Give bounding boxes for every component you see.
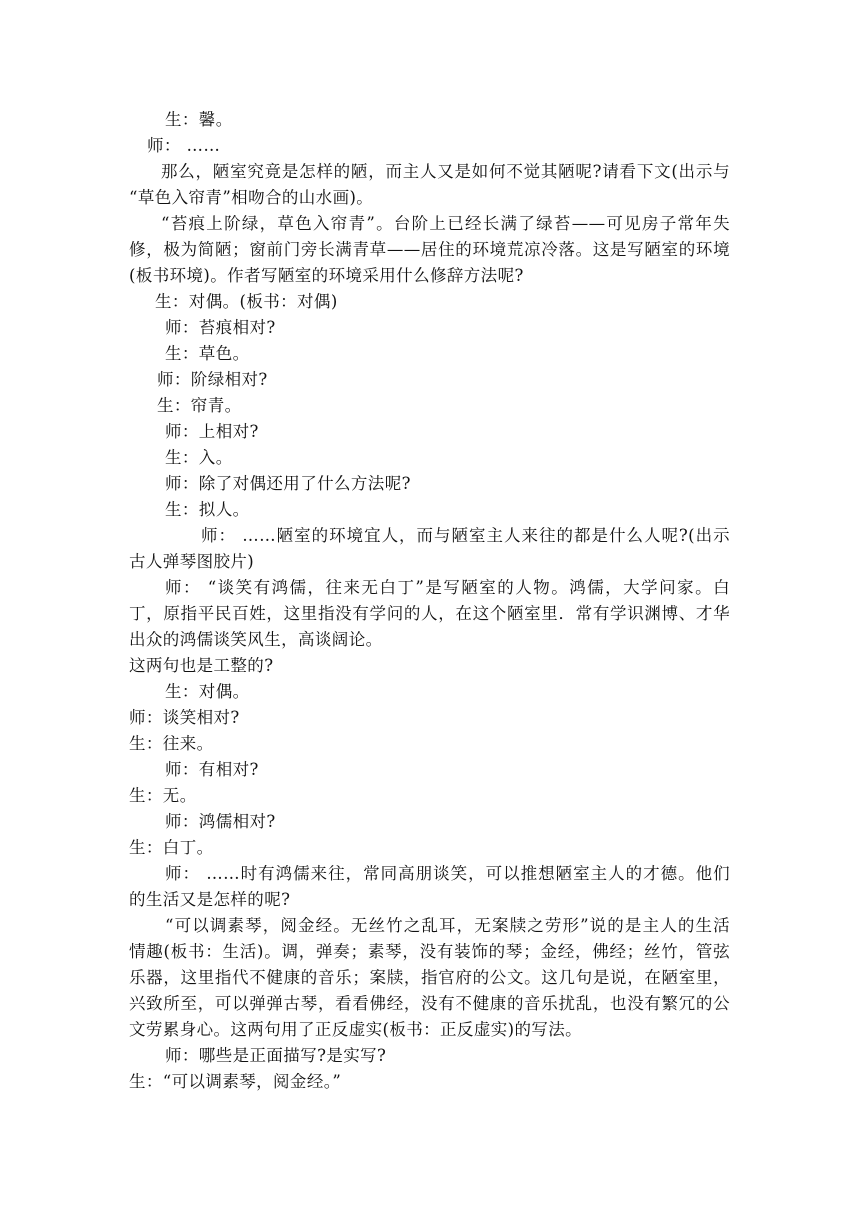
text-line: 师：上相对?	[165, 422, 259, 441]
text-line: 情趣(板书：生活)。调，弹奏；素琴，没有装饰的琴；金经，佛经；丝竹，管弦	[129, 942, 730, 961]
text-line: 生：对偶。	[165, 682, 250, 701]
text-line: 生：馨。	[165, 110, 233, 129]
text-line: 文劳累身心。这两句用了正反虚实(板书：正反虚实)的写法。	[129, 1020, 583, 1039]
text-line: 生：拟人。	[165, 500, 250, 519]
text-line: 的生活又是怎样的呢?	[129, 890, 291, 909]
text-line: 出众的鸿儒谈笑风生，高谈阔论。	[129, 630, 383, 649]
text-line: 丁，原指平民百姓，这里指没有学问的人，在这个陋室里．常有学识渊博、才华	[129, 604, 730, 623]
text-line: 生：对偶。(板书：对偶)	[155, 292, 338, 311]
text-line: 师：有相对?	[165, 760, 259, 779]
text-line: 师：除了对偶还用了什么方法呢?	[165, 474, 411, 493]
text-line: 生：无。	[129, 786, 197, 805]
text-line: 生：帘青。	[157, 396, 242, 415]
text-line: 那么，陋室究竟是怎样的陋，而主人又是如何不觉其陋呢?请看下文(出示与	[161, 162, 730, 181]
text-line: 师：鸿儒相对?	[165, 812, 276, 831]
text-line: 师：阶绿相对?	[157, 370, 268, 389]
text-line: 师： “谈笑有鸿儒，往来无白丁”是写陋室的人物。鸿儒，大学问家。白	[165, 578, 730, 597]
text-line: 古人弹琴图胶片)	[129, 552, 255, 571]
text-line: 兴致所至，可以弹弹古琴，看看佛经，没有不健康的音乐扰乱，也没有繁冗的公	[129, 994, 730, 1013]
text-line: 师： ……陋室的环境宜人，而与陋室主人来往的都是什么人呢?(出示	[201, 526, 730, 545]
text-line: 修，极为简陋；窗前门旁长满青草——居住的环境荒凉冷落。这是写陋室的环境	[129, 240, 730, 259]
text-line: “可以调素琴，阅金经。无丝竹之乱耳，无案牍之劳形”说的是主人的生活	[165, 916, 730, 935]
text-line: 生：“可以调素琴，阅金经。”	[129, 1072, 342, 1091]
text-line: 师： ……时有鸿儒来往，常同高朋谈笑，可以推想陋室主人的才德。他们	[165, 864, 730, 883]
text-line: 师： ……	[147, 136, 221, 155]
text-line: 生：草色。	[165, 344, 250, 363]
text-line: 师：哪些是正面描写?是实写?	[165, 1046, 387, 1065]
text-line: 师：苔痕相对?	[165, 318, 276, 337]
text-line: 师：谈笑相对?	[129, 708, 240, 727]
text-line: “苔痕上阶绿，草色入帘青”。台阶上已经长满了绿苔——可见房子常年失	[161, 214, 730, 233]
text-line: 这两句也是工整的?	[129, 656, 274, 675]
text-line: 生：往来。	[129, 734, 214, 753]
text-line: “草色入帘青”相吻合的山水画)。	[129, 188, 374, 207]
text-line: (板书环境)。作者写陋室的环境采用什么修辞方法呢?	[129, 266, 524, 285]
text-line: 生：白丁。	[129, 838, 214, 857]
text-line: 生：入。	[165, 448, 233, 467]
text-line: 乐器，这里指代不健康的音乐；案牍，指官府的公文。这几句是说，在陋室里，	[129, 968, 730, 987]
